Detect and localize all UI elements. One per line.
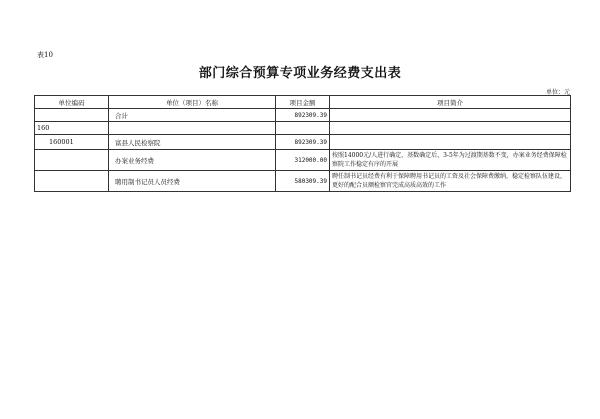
cell-code [35, 109, 109, 122]
table-row [35, 122, 571, 135]
cell-amount: 892309.39 [276, 135, 330, 150]
table-row-total [35, 109, 571, 122]
cell-description [330, 109, 571, 122]
cell-code [35, 150, 109, 171]
cell-amount: 580309.39 [276, 171, 330, 192]
table-row [35, 150, 571, 171]
cell-amount [276, 122, 330, 135]
cell-name: 办案业务经费 [109, 150, 276, 171]
cell-description [330, 135, 571, 150]
table-row [35, 135, 571, 150]
header-unit-name: 单位（项目）名称 [109, 96, 276, 109]
unit-label: 单位：元 [545, 89, 570, 96]
expense-table [34, 95, 571, 192]
cell-description: 聘任制书记员经费有利于保障聘用书记员的工资及社会保障费缴纳，稳定检察队伍建设，更好的配合员额检察官完成高质高效的工作 [330, 171, 571, 192]
cell-name [109, 122, 276, 135]
header-amount: 项目金额 [276, 96, 330, 109]
cell-description [330, 122, 571, 135]
table-row [35, 171, 571, 192]
cell-code: 160 [35, 122, 109, 135]
header-description: 项目简介 [330, 96, 571, 109]
cell-amount: 312000.00 [276, 150, 330, 171]
cell-amount: 892309.39 [276, 109, 330, 122]
cell-description: 按照14000元/人进行确定，基数确定后，3-5年为过渡期基数不变，办案业务经费保障检察院工作稳定有序的开展 [330, 150, 571, 171]
table-number-label: 表10 [37, 51, 53, 59]
cell-code [35, 171, 109, 192]
cell-name: 合计 [109, 109, 276, 122]
header-unit-code: 单位编码 [35, 96, 109, 109]
cell-name: 富县人民检察院 [109, 135, 276, 150]
cell-code: 160001 [35, 135, 109, 150]
page-title: 部门综合预算专项业务经费支出表 [198, 66, 402, 81]
table-header-row [35, 96, 571, 109]
cell-name: 聘用制书记员人员经费 [109, 171, 276, 192]
